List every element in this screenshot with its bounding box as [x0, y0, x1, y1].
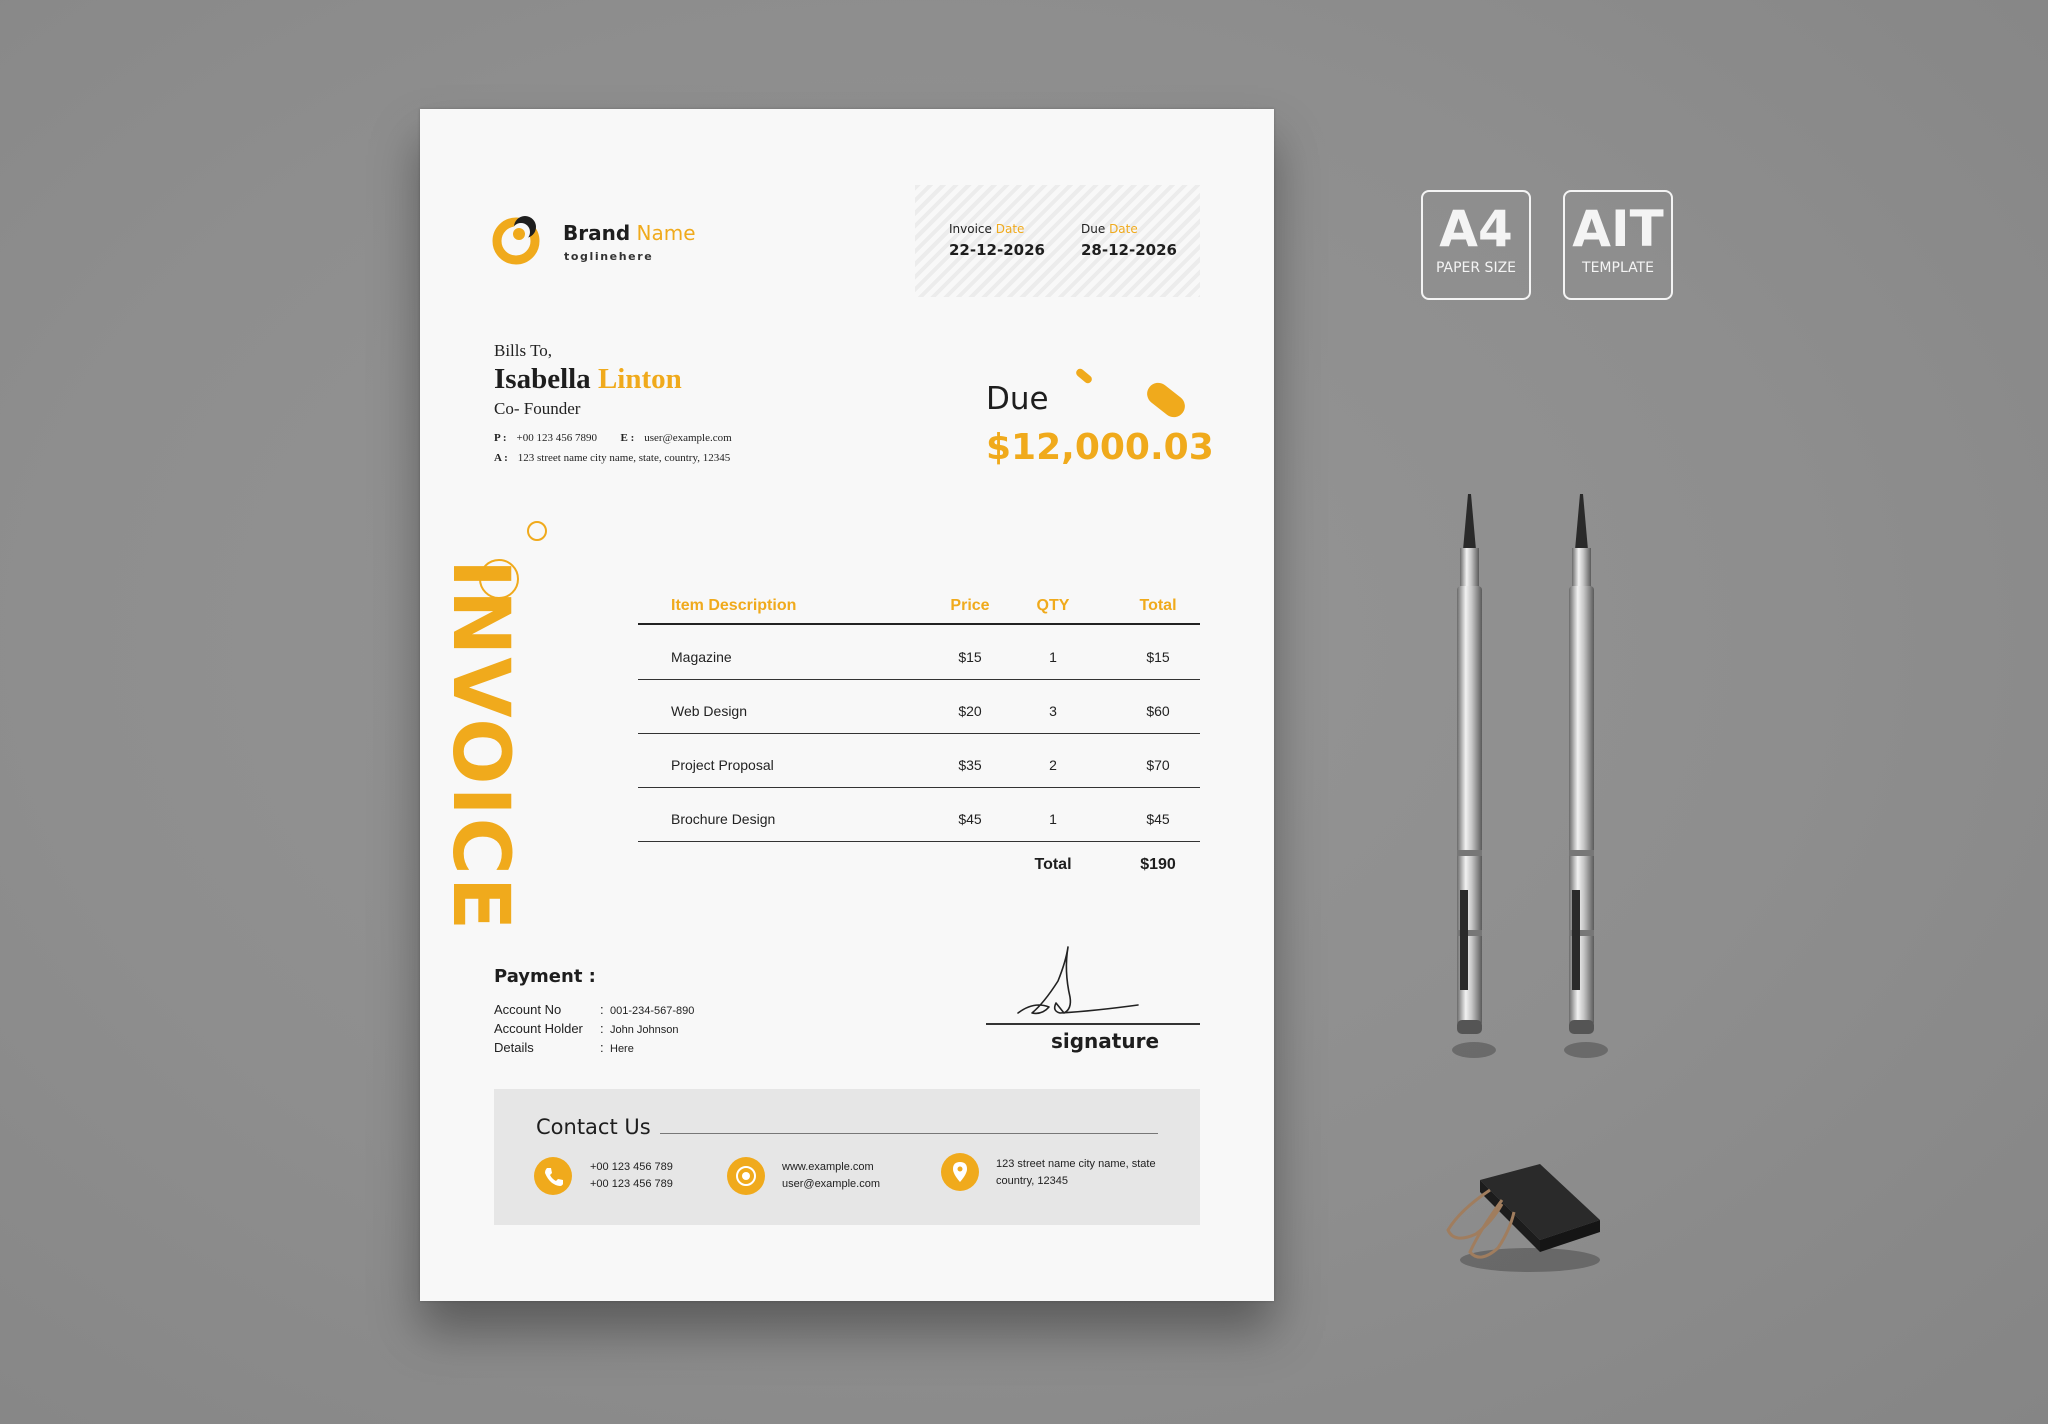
binder-clip-image [1440, 1160, 1610, 1280]
signature-line [986, 1023, 1200, 1025]
row-qty: 1 [1049, 649, 1057, 665]
table-row [638, 787, 1200, 842]
brand-tagline: toglinehere [564, 250, 654, 263]
client-address: 123 street name city name, state, country, 12345 [517, 452, 731, 464]
table-row [638, 625, 1200, 680]
due-date-label-accent: Date [1109, 222, 1138, 236]
payment-key: Account No [494, 1002, 562, 1017]
due-label: Due [986, 381, 1049, 417]
contact-phone-1: +00 123 456 789 [590, 1161, 673, 1173]
brand-logo-icon [492, 211, 546, 265]
row-total: $60 [1146, 703, 1170, 719]
contact-phone-2: +00 123 456 789 [590, 1178, 673, 1190]
row-description: Brochure Design [671, 811, 776, 827]
due-amount: $12,000.03 [986, 427, 1214, 468]
header-price: Price [950, 597, 990, 614]
header-qty: QTY [1036, 597, 1070, 614]
decorative-pill-small [1075, 367, 1094, 385]
client-role: Co- Founder [494, 399, 581, 418]
bills-to-label: Bills To, [494, 341, 553, 360]
contact-divider [660, 1133, 1158, 1134]
location-pin-icon [941, 1153, 979, 1191]
row-total: $45 [1146, 811, 1170, 827]
signature-label: signature [1050, 1029, 1160, 1053]
badge-paper-size [1421, 190, 1531, 300]
invoice-date-value: 22-12-2026 [949, 241, 1045, 259]
row-description: Web Design [671, 703, 748, 719]
invoice-date-label [949, 222, 1024, 236]
contact-address-2: country, 12345 [996, 1175, 1068, 1187]
due-date-value: 28-12-2026 [1081, 241, 1177, 259]
badge-template-main: AIT [1572, 200, 1664, 258]
header-total: Total [1139, 597, 1177, 614]
total-label: Total [1034, 856, 1072, 873]
client-address-line [494, 452, 730, 464]
contact-email: user@example.com [782, 1178, 880, 1190]
contact-title: Contact Us [536, 1115, 651, 1139]
decorative-pill-large [1143, 378, 1190, 421]
row-total: $70 [1146, 757, 1170, 773]
client-phone: +00 123 456 7890 [516, 432, 597, 444]
contact-address-1: 123 street name city name, state [996, 1158, 1156, 1170]
client-first-name: Isabella [494, 363, 591, 395]
badge-paper-size-sub: PAPER SIZE [1435, 260, 1517, 276]
row-qty: 2 [1049, 757, 1057, 773]
row-qty: 3 [1049, 703, 1057, 719]
contact-section [494, 1089, 1200, 1225]
invoice-title: INVOICE [435, 559, 525, 933]
row-total: $15 [1146, 649, 1170, 665]
row-price: $20 [958, 703, 982, 719]
table-row [638, 733, 1200, 788]
row-price: $45 [958, 811, 982, 827]
badge-template-sub: TEMPLATE [1582, 260, 1654, 276]
table-row [638, 679, 1200, 734]
client-name [494, 363, 682, 396]
header-description: Item Description [671, 597, 797, 614]
row-price: $15 [958, 649, 982, 665]
brand-name-second: Name [636, 221, 696, 245]
handwritten-signature [1014, 941, 1144, 1021]
client-email: user@example.com [644, 432, 732, 444]
due-date-label-text: Due [1081, 222, 1106, 236]
payment-row: Details : Here [494, 1040, 634, 1055]
phone-key: P : [494, 432, 507, 444]
client-phone-email-line [494, 432, 732, 444]
contact-website: www.example.com [782, 1161, 874, 1173]
badge-paper-size-main: A4 [1439, 200, 1513, 258]
payment-key: Details [494, 1040, 534, 1055]
row-qty: 1 [1049, 811, 1057, 827]
payment-value: 001-234-567-890 [610, 1005, 695, 1017]
phone-icon [534, 1157, 572, 1195]
invoice-date-label-accent: Date [995, 222, 1025, 236]
total-value: $190 [1140, 856, 1176, 873]
globe-icon [727, 1157, 765, 1195]
payment-title: Payment : [494, 966, 596, 987]
payment-key: Account Holder [494, 1021, 583, 1036]
due-date-label [1081, 222, 1138, 236]
payment-row: Account No : 001-234-567-890 [494, 1002, 695, 1017]
brand-name [563, 221, 696, 245]
date-block [915, 185, 1200, 297]
pen-right-image [1552, 490, 1612, 1060]
payment-row: Account Holder : John Johnson [494, 1021, 679, 1036]
badge-template [1563, 190, 1673, 300]
pen-left-image [1440, 490, 1500, 1060]
decorative-ring-small [527, 521, 547, 541]
row-description: Project Proposal [671, 757, 774, 773]
payment-value: Here [610, 1043, 634, 1055]
address-key: A : [494, 452, 508, 464]
brand-name-first: Brand [563, 221, 631, 245]
client-last-name: Linton [597, 363, 682, 395]
row-price: $35 [958, 757, 982, 773]
invoice-paper [420, 109, 1274, 1301]
payment-value: John Johnson [610, 1024, 679, 1036]
email-key: E : [620, 432, 635, 444]
row-description: Magazine [671, 649, 732, 665]
invoice-date-label-text: Invoice [949, 222, 992, 236]
